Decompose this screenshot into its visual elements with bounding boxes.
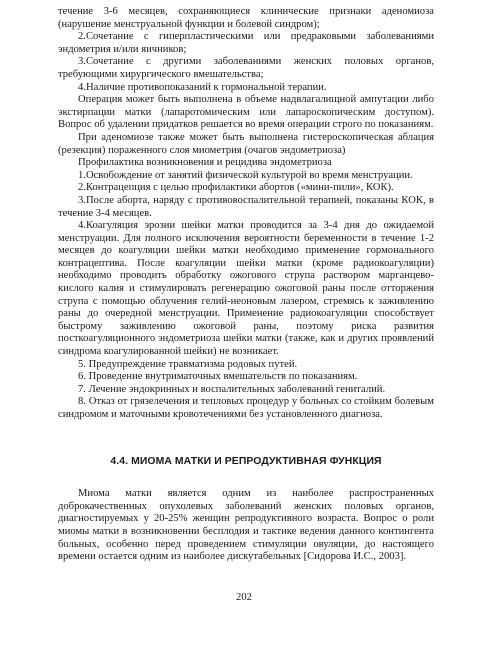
paragraph-p6: Профилактика возникновения и рецидива эндометриоза (78, 157, 332, 169)
paragraph-p8: 2.Контрацепция с целью профилактики абортов («мини-пили», КОК). (78, 182, 394, 194)
paragraph-p5: При аденомиозе также может быть выполнена гистероскопическая аблация (резекция) пораженного слоя миометрия (очагов эндометриоза) (58, 131, 434, 156)
paragraph-p2: 3.Сочетание с другими заболеваниями женских половых органов, требующими хирургического вмешательства; (58, 56, 434, 80)
paragraph-p11: 5. Предупреждение травматизма родовых путей. (78, 358, 298, 370)
paragraph-p3: 4.Наличие противопоказаний к гормональной терапии. (78, 81, 327, 93)
page-number: 202 (236, 592, 252, 603)
section-heading: 4.4. МИОМА МАТКИ И РЕПРОДУКТИВНАЯ ФУНКЦИЯ (110, 455, 382, 467)
paragraph-p4: Операция может быть выполнена в объеме надвлагалищной ампутации либо экстирпации матки (лапаротомическим или лапароскопическим доступом). Вопрос об удалении придатков решается во время операции строго по показаниям. (58, 94, 434, 131)
document-page (58, 6, 434, 564)
paragraph-p0: течение 3-6 месяцев, сохраняющиеся клинические признаки аденомиоза (нарушение менструальной функции и болевой синдром); (58, 6, 434, 30)
paragraph-p14: 8. Отказ от грязелечения и тепловых процедур у больных со стойким болевым синдромом и маточными кровотечениями без установленного диагноза. (58, 396, 434, 420)
paragraph-p7: 1.Освобождение от занятий физической культурой во время менструации. (78, 169, 413, 181)
paragraph-p10: 4.Коагуляция эрозии шейки матки проводится за 3-4 дня до ожидаемой менструации. Для полного исключения вероятности беременности в течение 1-2 месяцев до коагуляции шейки матки необходимо применение гормонального контрацептива. После коагуляции шейки матки (кроме радиокоагуляции) необходимо проводить обработку ожогового струпа раствором марганцево-кислого калия и стимулировать регенерацию ожоговой раны после отторжения струпа с помощью облучения гелий-неоновым лазером, стремясь к заживлению раны до очередной менструации. Применение радиокоагуляции способствует быстрому заживлению ожоговой раны, поэтому риска развития посткоагуляционного эндометриоза шейки матки (также, как и других проявлений синдрома коагулированной шейки) не возникает. (58, 220, 434, 358)
section-heading-wrap (58, 456, 434, 469)
paragraph-p9: 3.После аборта, наряду с противовоспалительной терапией, показаны КОК, в течение 3-4 месяцев. (58, 194, 434, 219)
paragraph-myoma-intro: Миома матки является одним из наиболее распространенных доброкачественных опухолевых заболеваний женских половых органов, диагностируемых у 20-25% женщин репродуктивного возраста. Вопрос о роли миомы матки в возникновении бесплодия и тактике ведения данного контингента больных, особенно перед проведением стимуляции овуляции, до настоящего времени остается одним из наиболее дискутабельных [Сидорова И.С., 2003]. (58, 488, 434, 563)
paragraph-p1: 2.Сочетание с гиперпластическими или предраковыми заболеваниями эндометрия и/или яичников; (58, 31, 434, 55)
paragraph-p12: 6. Проведение внутриматочных вмешательств по показаниям. (78, 371, 358, 383)
body-text-top (58, 6, 434, 422)
paragraph-p13: 7. Лечение эндокринных и воспалительных заболеваний гениталий. (78, 383, 386, 395)
